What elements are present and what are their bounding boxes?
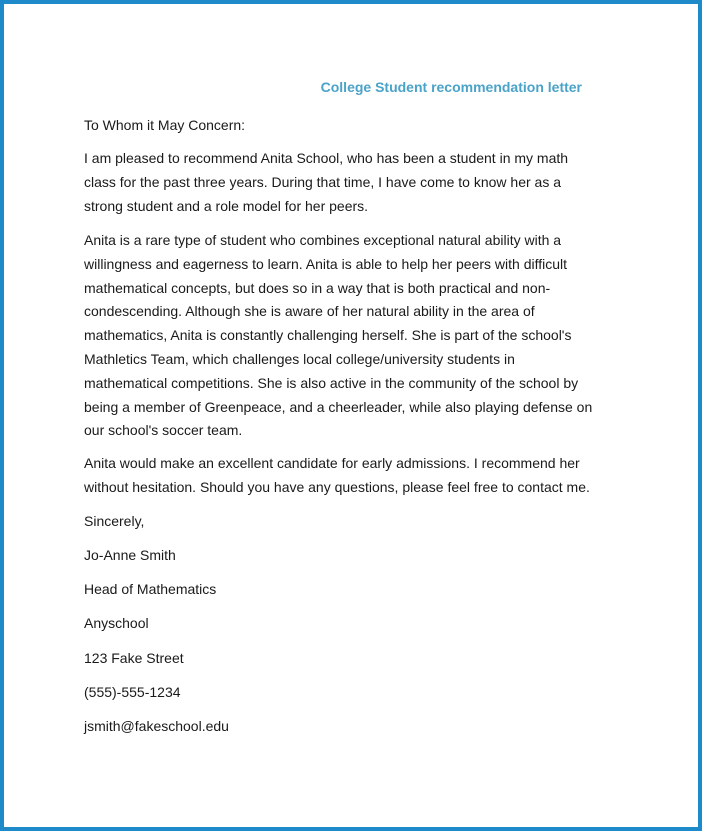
phone-number: (555)-555-1234 [84, 684, 181, 700]
street-address: 123 Fake Street [84, 650, 184, 666]
letter-title: College Student recommendation letter [320, 79, 582, 95]
email-address: jsmith@fakeschool.edu [84, 718, 229, 734]
closing: Sincerely, [84, 513, 145, 529]
paragraph-recommendation: Anita would make an excellent candidate for early admissions. I recommend her without hesitation. Should you have any questions, please feel free to contact me. [84, 455, 590, 495]
signer-name: Jo-Anne Smith [84, 547, 176, 563]
school-name: Anyschool [84, 615, 149, 631]
paragraph-intro: I am pleased to recommend Anita School, who has been a student in my math class for the past three years. During that time, I have come to know her as a strong student and a role model for her peers. [84, 150, 569, 214]
paragraph-abilities: Anita is a rare type of student who combines exceptional natural ability with a willingness and eagerness to learn. Anita is able to help her peers with difficult mathematical concepts, but does so in a way that is both practical and non-condescending. Although she is aware of her natural ability in the area of mathematics, Anita is constantly challenging herself. She is part of the school's Mathletics Team, which challenges local college/university students in mathematical competitions. She is also active in the community of the school by being a member of Greenpeace, and a cheerleader, while also playing defense on our school's soccer team. [84, 232, 593, 439]
signer-title: Head of Mathematics [84, 581, 217, 597]
salutation: To Whom it May Concern: [84, 117, 246, 133]
